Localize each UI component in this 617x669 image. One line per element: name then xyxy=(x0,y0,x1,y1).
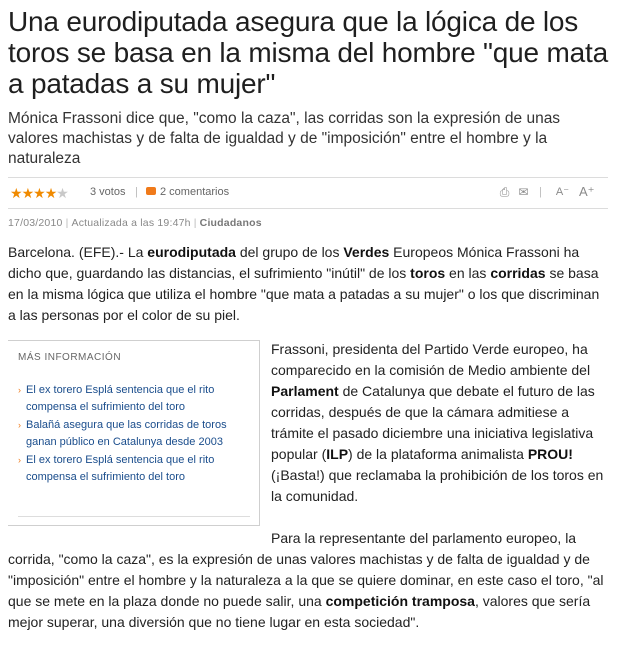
font-decrease-icon[interactable]: A⁻ xyxy=(555,186,570,198)
more-info-title: MÁS INFORMACIÓN xyxy=(18,352,122,363)
divider: | xyxy=(539,186,542,198)
article-paragraph-2: Frassoni, presidenta del Partido Verde europeo, ha comparecido en la comisión de Medio ambiente del Parlament de Catalunya que debate el futuro de las corridas, después de que la cámara admitiese a trámite el pasado diciembre una iniciativa legislativa popular (ILP) de la plataforma animalista PROU! (¡Basta!) que reclamaba la prohibición de los toros en la comunidad. xyxy=(271,341,604,504)
star-icon[interactable]: ★ xyxy=(33,185,45,201)
article-section[interactable]: Ciudadanos xyxy=(199,217,262,229)
article-paragraph-1: Barcelona. (EFE).- La eurodiputada del grupo de los Verdes Europeos Mónica Frassoni ha dicho que, guardando las distancias, el sufrimiento "inútil" de los toros en las corridas se basa en la misma lógica que utiliza el hombre "que mata a patadas a su mujer" o los que discriminan a las personas por el color de su piel. xyxy=(8,244,600,323)
votes-count: 3 votos xyxy=(90,186,126,198)
arrow-right-icon: › xyxy=(18,455,21,465)
star-icon[interactable]: ★ xyxy=(21,185,34,201)
article-date: 17/03/2010 xyxy=(8,217,63,229)
article-paragraph-3: Para la representante del parlamento europeo, la corrida, "como la caza", es la expresión de unas valores machistas y de falta de igualdad y de "imposición" entre el hombre y la naturaleza a la que se quiere dominar, en este caso el toro, "al que se mete en la plaza donde no puede salir, una competición tramposa, valores que sería mejor superar, una diversión que no tiene lugar en esta sociedad". xyxy=(8,530,604,630)
article-headline: Una eurodiputada asegura que la lógica de los toros se basa en la misma del hombre "que mata a patadas a su mujer" xyxy=(8,6,608,99)
comments-link[interactable]: 2 comentarios xyxy=(160,186,230,198)
more-info-link[interactable]: › El ex torero Esplá sentencia que el rito compensa el sufrimiento del toro xyxy=(18,384,215,413)
more-info-box xyxy=(8,340,260,526)
divider xyxy=(18,516,250,517)
article-updated: Actualizada a las 19:47h xyxy=(71,217,191,229)
article-meta: 17/03/2010 | Actualizada a las 19:47h | Ciudadanos xyxy=(8,217,262,229)
rating-stars[interactable] xyxy=(10,185,68,202)
print-icon[interactable]: ⎙ xyxy=(499,185,510,199)
star-icon[interactable]: ★ xyxy=(44,185,57,201)
more-info-list xyxy=(18,382,250,487)
divider: | xyxy=(135,186,138,198)
more-info-link[interactable]: › Balañá asegura que las corridas de toros ganan público en Catalunya desde 2003 xyxy=(18,419,227,448)
star-icon[interactable]: ★ xyxy=(10,185,22,201)
arrow-right-icon: › xyxy=(18,385,21,395)
font-increase-icon[interactable]: A⁺ xyxy=(579,184,595,199)
arrow-right-icon: › xyxy=(18,420,21,430)
email-icon[interactable]: ✉ xyxy=(518,185,529,199)
article-subhead: Mónica Frassoni dice que, "como la caza", las corridas son la expresión de unas valores machistas y de falta de igualdad y de "imposición" entre el hombre y la naturaleza xyxy=(8,110,561,167)
comment-bubble-icon[interactable] xyxy=(146,187,156,195)
article-toolbar xyxy=(8,177,608,209)
star-icon[interactable]: ★ xyxy=(56,185,68,201)
more-info-link[interactable]: › El ex torero Esplá sentencia que el rito compensa el sufrimiento del toro xyxy=(18,454,215,483)
